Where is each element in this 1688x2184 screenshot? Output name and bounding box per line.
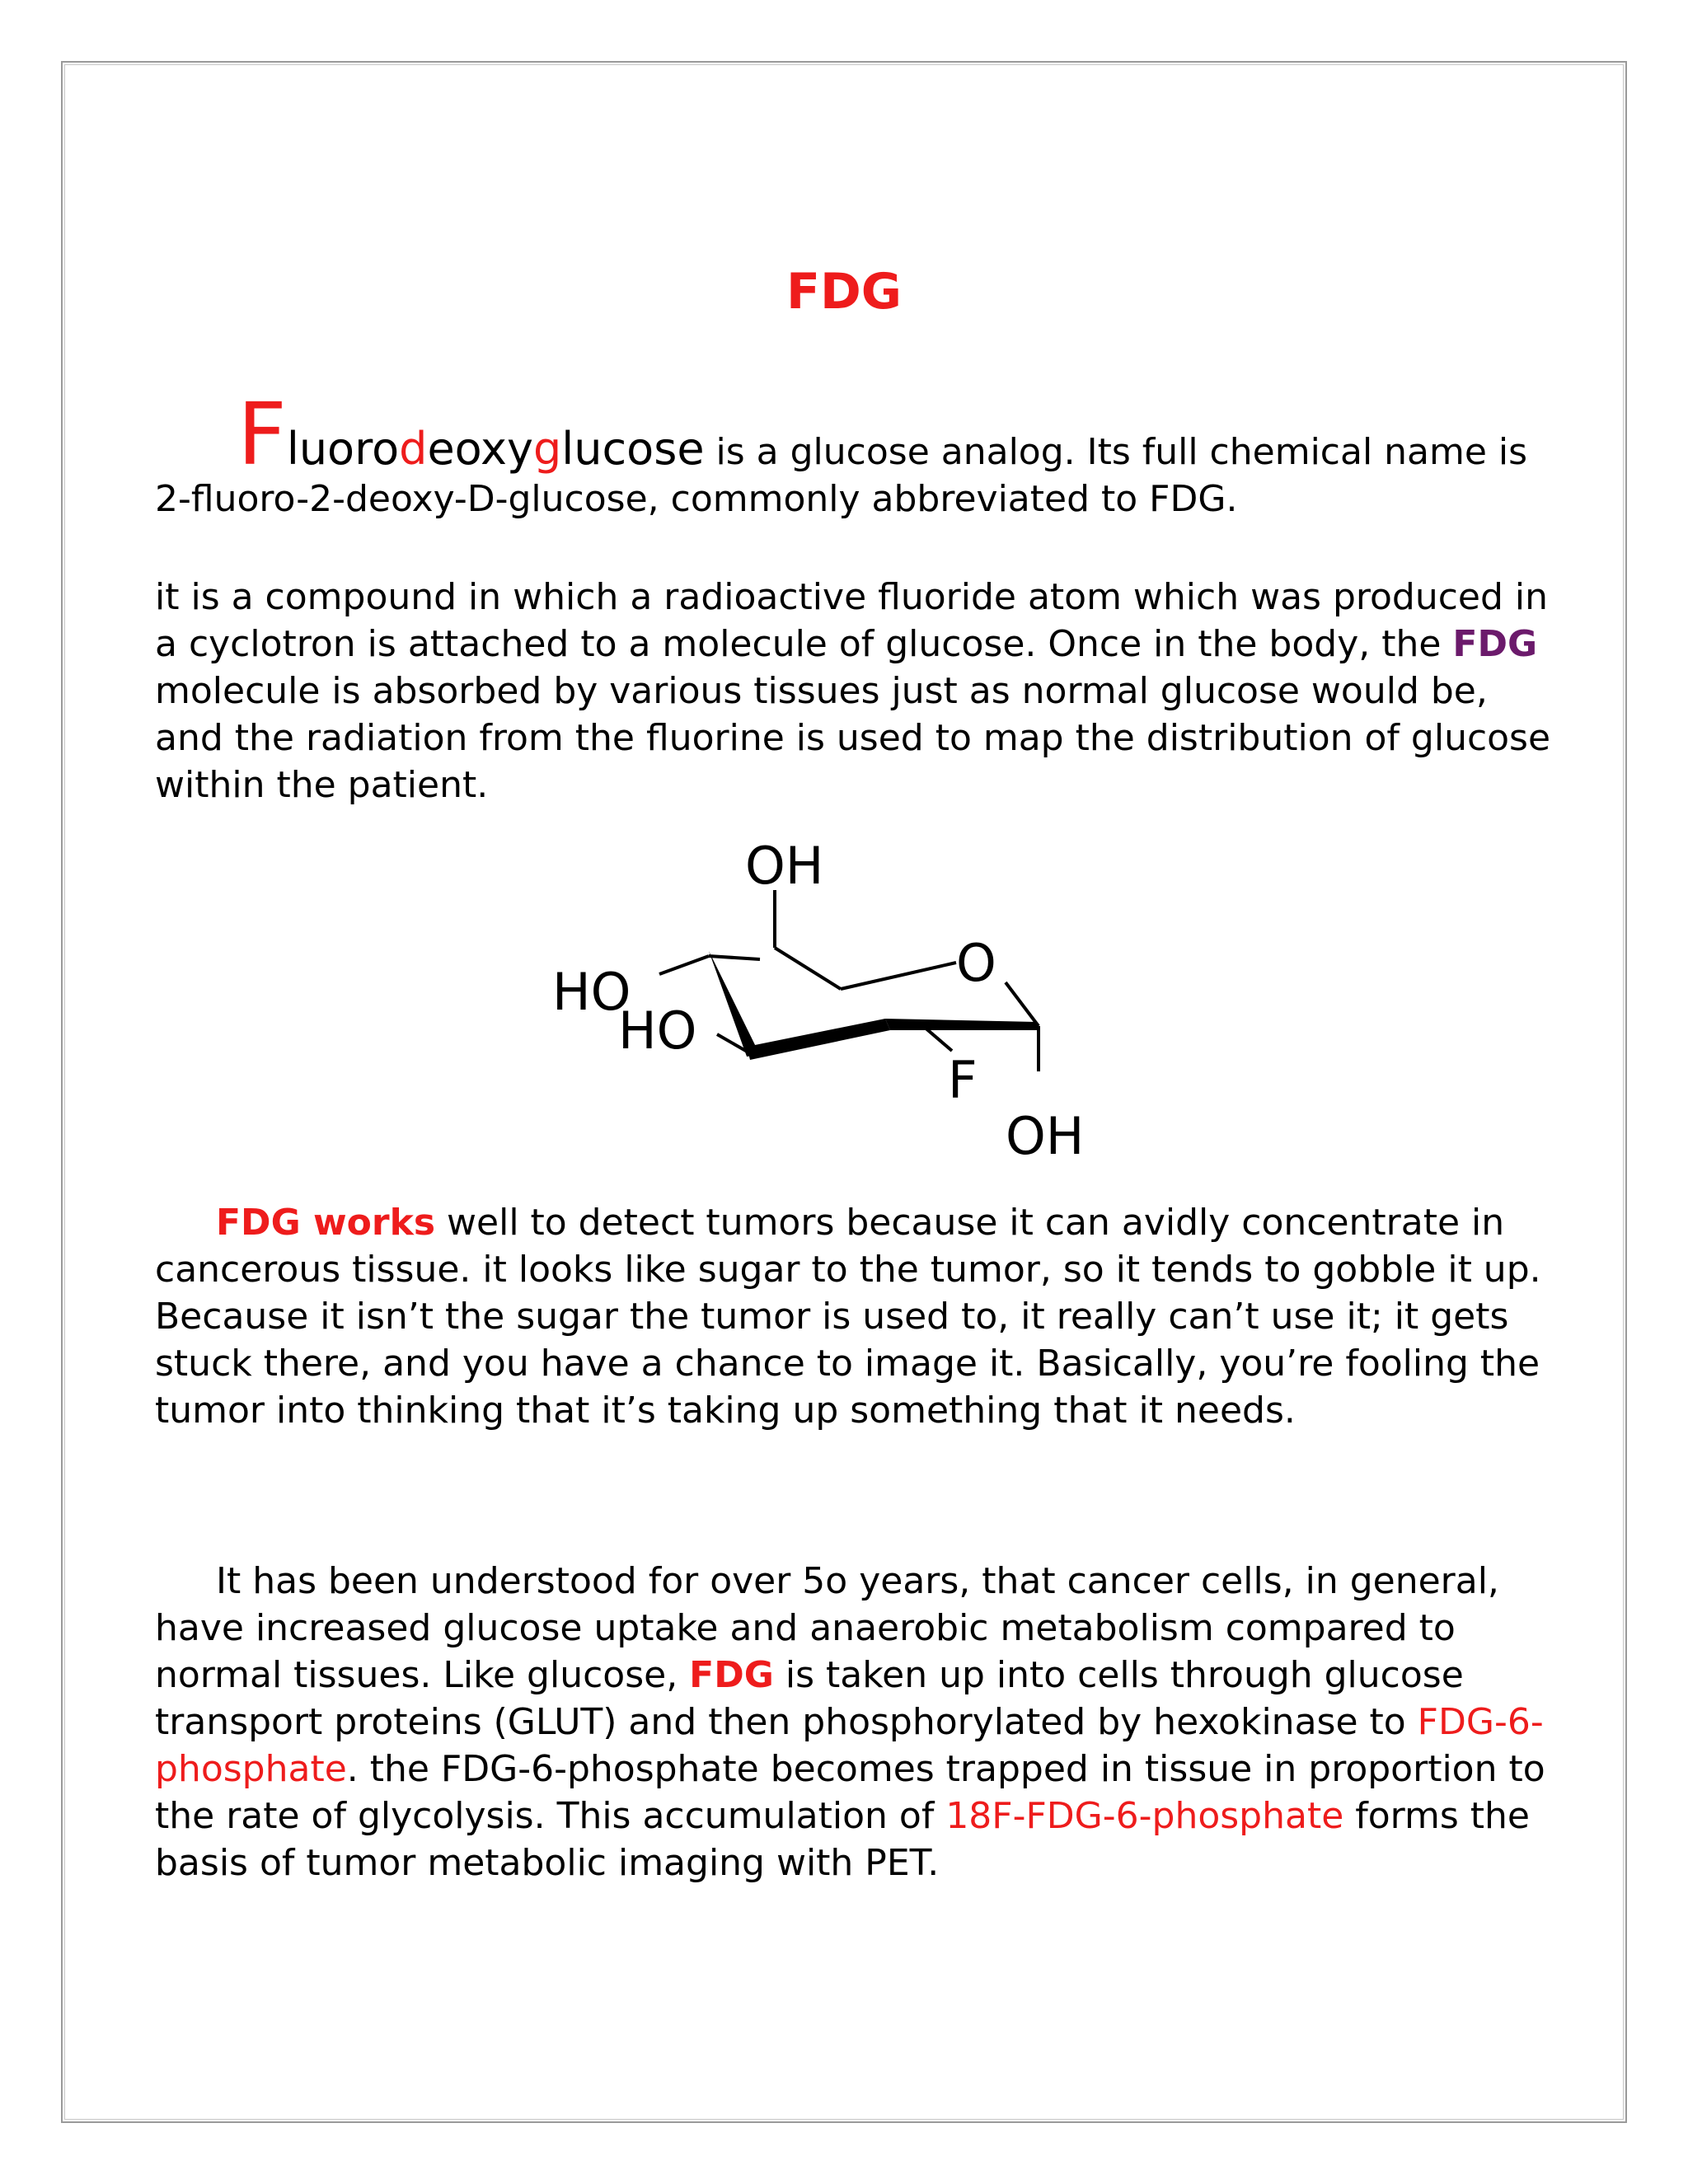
metabolism-text-3: . the FDG-6-phosphate becomes trapped in tissue in proportion to the rate of glycolysis. This accumulation of <box>155 1748 1545 1837</box>
bond-o-c1 <box>1006 982 1039 1026</box>
word-lucose: lucose <box>561 423 705 475</box>
bond-c5-o <box>841 963 956 989</box>
metabolism-text-4: forms the basis of tumor metabolic imaging with PET. <box>155 1795 1530 1884</box>
metabolism-text-2: is taken up into cells through glucose transport proteins (GLUT) and then phosphorylated by hexokinase to <box>155 1654 1464 1743</box>
label-ho-front: HO <box>618 1001 697 1061</box>
word-eoxy: eoxy <box>427 423 533 475</box>
fdg-highlight: FDG <box>1452 623 1538 665</box>
label-oh-bottom: OH <box>1006 1106 1085 1166</box>
word-d: d <box>399 423 428 475</box>
fdg-works-text: well to detect tumors because it can avidly concentrate in cancerous tissue. it looks like sugar to the tumor, so it tends to gobble it up. Because it isn’t the sugar the tumor is used to, it really can’t use it; it gets stuck there, and you have a chance to image it. Basically, you’re fooling the tumor into thinking that it’s taking up something that it needs. <box>155 1202 1541 1432</box>
intro-paragraph <box>155 384 1556 523</box>
compound-text-1: it is a compound in which a radioactive fluoride atom which was produced in a cyclotron is attached to a molecule of glucose. Once in the body, the <box>155 576 1549 665</box>
f18-fdg-6-phosphate-link: 18F-FDG-6-phosphate <box>945 1795 1344 1837</box>
fdg-works-paragraph <box>155 1199 1556 1434</box>
label-f: F <box>948 1050 978 1110</box>
label-ring-o: O <box>956 933 996 993</box>
fdg-bold-red: FDG <box>689 1654 774 1696</box>
fdg-structure-diagram <box>552 832 1146 1179</box>
metabolism-paragraph <box>155 1558 1556 1886</box>
metabolism-text-1: It has been understood for over 5o years, that cancer cells, in general, have increased glucose uptake and anaerobic metabolism compared to normal tissues. Like glucose, <box>155 1560 1499 1696</box>
word-g: g <box>532 423 562 475</box>
fdg-6-phosphate-link: FDG-6-phosphate <box>155 1701 1544 1790</box>
word-luoro: luoro <box>286 423 400 475</box>
wedge-c2-c1 <box>885 1019 1040 1030</box>
label-ho-left: HO <box>552 962 631 1022</box>
drop-cap-f: F <box>237 384 287 485</box>
intro-line-2: 2-fluoro-2-deoxy-D-glucose, commonly abbreviated to FDG. <box>155 478 1238 520</box>
intro-rest: is a glucose analog. Its full chemical name is <box>704 431 1528 473</box>
compound-paragraph <box>155 574 1556 808</box>
bond-c5-c6 <box>775 948 841 989</box>
page-title: FDG <box>785 263 903 321</box>
bond-c4-ho <box>659 956 709 974</box>
fdg-works-highlight: FDG works <box>216 1202 436 1244</box>
wedge-c4-c3 <box>709 951 760 1057</box>
label-oh-top: OH <box>745 836 824 896</box>
bond-c4-oh <box>709 956 760 959</box>
compound-text-2: molecule is absorbed by various tissues just as normal glucose would be, and the radiation from the fluorine is used to map the distribution of glucose within the patient. <box>155 670 1551 806</box>
wedge-c3-c2 <box>747 1019 890 1060</box>
intro-line-1 <box>155 384 1556 485</box>
